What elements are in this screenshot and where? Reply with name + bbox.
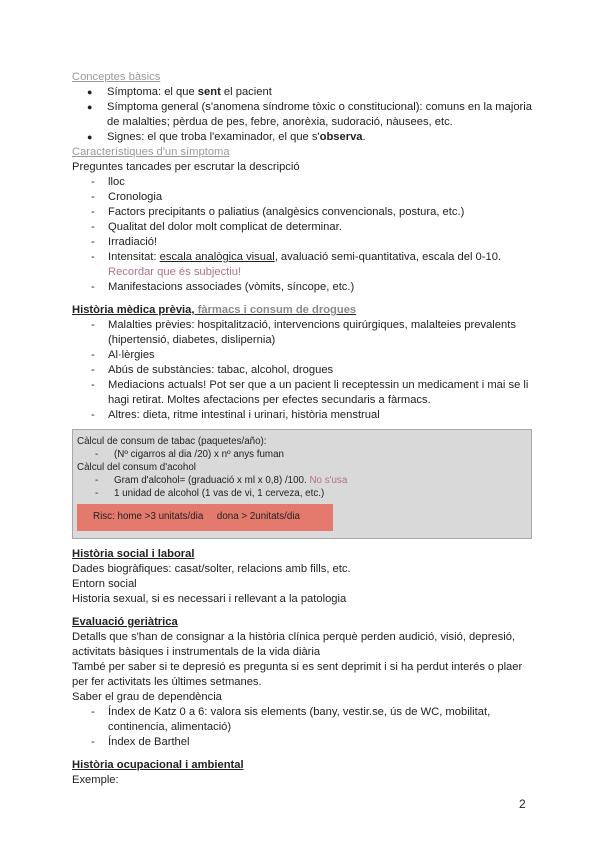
list-item: - Al·lèrgies: [72, 348, 532, 363]
conceptes-list: [72, 85, 532, 145]
tabac-formula: - (Nº cigarros al dia /20) x nº anys fuman: [77, 448, 531, 461]
list-item: ● Símptoma: el que sent el pacient: [72, 85, 532, 100]
social-line: Entorn social: [72, 578, 137, 590]
calculation-box: [72, 429, 532, 539]
list-item: - Abús de substàncies: tabac, alcohol, drogues: [72, 363, 532, 378]
alcohol-formula: - Gram d'alcohol= (graduació x ml x 0,8) /100. No s'usa: [77, 474, 531, 487]
list-item: - Malalties prèvies: hospitalització, intervencions quirúrgiques, malalteies prevalents (hipertensió, diabetes, dislipernia): [72, 318, 532, 348]
list-item: - Índex de Katz 0 a 6: valora sis elements (bany, vestir.se, ús de WC, mobilitat, continencia, alimentació): [72, 705, 532, 735]
caracteristiques-intro: Preguntes tancades per escrutar la descripció: [72, 161, 300, 173]
heading-caracteristiques: Característiques d'un símptoma: [72, 146, 230, 158]
list-item: - lloc: [72, 175, 532, 190]
evaluacio-line: També per saber si te depresió es pregunta si es sent deprimit i si ha perdut interés o plaer per fer activitats les últimes setmanes.: [72, 661, 523, 688]
heading-ocupacional: Història ocupacional i ambiental: [72, 759, 244, 771]
document-page: [72, 70, 532, 788]
heading-historia-medica: Història mèdica prèvia, fàrmacs i consum de drogues: [72, 304, 357, 316]
list-item: - Manifestacions associades (vòmits, síncope, etc.): [72, 280, 532, 295]
list-item: ● Signes: el que troba l'examinador, el que s'observa.: [72, 130, 532, 145]
page-number: 2: [519, 797, 526, 811]
alcohol-unit: - 1 unidad de alcohol (1 vas de vi, 1 cerveza, etc.): [77, 487, 531, 500]
ocupacional-line: Exemple:: [72, 774, 119, 786]
list-item-intensitat: - Intensitat: escala analògica visual, avaluació semi-quantitativa, escala del 0-10. Recordar que és subjectiu!: [72, 250, 532, 280]
evaluacio-list: [72, 705, 532, 750]
social-line: Historia sexual, si es necessari i rellevant a la patologia: [72, 593, 347, 605]
list-item: - Qualitat del dolor molt complicat de determinar.: [72, 220, 532, 235]
intensitat-note: Recordar que és subjectiu!: [108, 266, 242, 278]
evaluacio-line: Detalls que s'han de consignar a la història clínica perquè perden audició, visió, depresió, activitats bàsiques i instrumentals de la vida diària: [72, 631, 516, 658]
risk-banner: Risc: home >3 unitats/dia dona > 2unitats/dia: [77, 504, 333, 531]
list-item: - Cronologia: [72, 190, 532, 205]
historia-medica-list: [72, 318, 532, 423]
tabac-title: Càlcul de consum de tabac (paquetes/año):: [77, 436, 267, 447]
social-line: Dades biogràfiques: casat/solter, relacions amb fills, etc.: [72, 563, 351, 575]
list-item: ● Símptoma general (s'anomena síndrome tòxic o constitucional): comuns en la majoria de malalties; pèrdua de pes, febre, anorèxia, sudoració, nàusees, etc.: [72, 100, 532, 130]
list-item: - Factors precipitants o paliatius (analgèsics convencionals, postura, etc.): [72, 205, 532, 220]
list-item: - Altres: dieta, ritme intestinal i urinari, història menstrual: [72, 408, 532, 423]
caracteristiques-list: [72, 175, 532, 295]
heading-evaluacio: Evaluació geriàtrica: [72, 616, 178, 628]
heading-conceptes: Conceptes bàsics: [72, 71, 161, 83]
alcohol-title: Càlcul del consum d'acohol: [77, 462, 196, 473]
list-item: - Índex de Barthel: [72, 735, 532, 750]
list-item: - Mediacions actuals! Pot ser que a un pacient li receptessin un medicament i mai se li hagi retirat. Moltes afectacions per efectes secundaris a fàrmacs.: [72, 378, 532, 408]
heading-historia-social: Història social i laboral: [72, 548, 195, 560]
list-item: - Irradiació!: [72, 235, 532, 250]
evaluacio-line: Saber el grau de dependència: [72, 691, 222, 703]
